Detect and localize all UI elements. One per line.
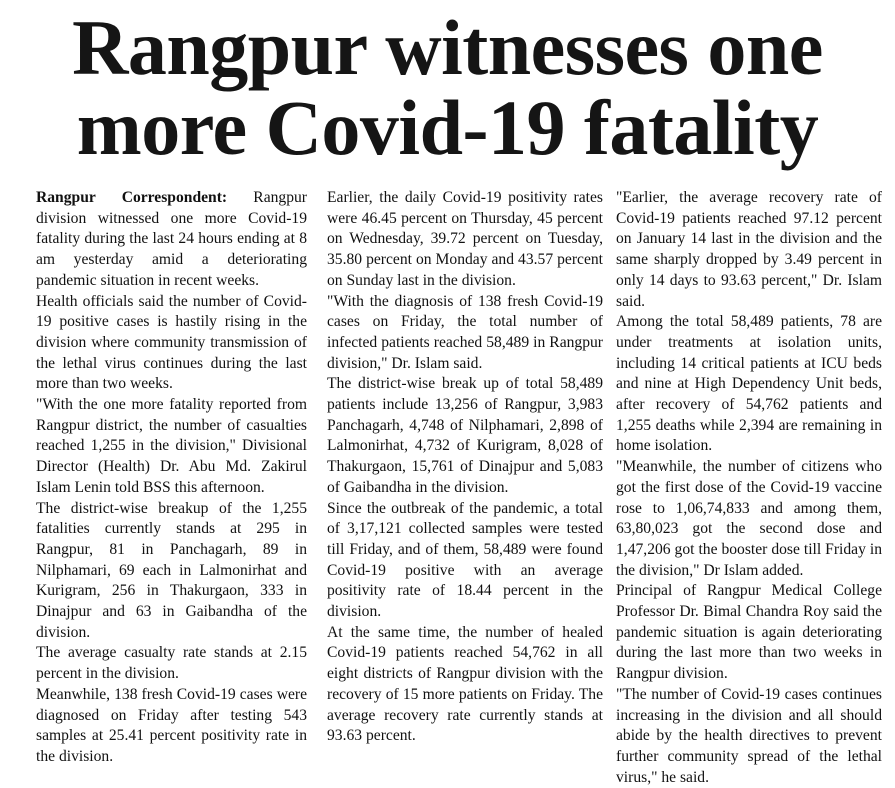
headline-line-1: Rangpur witnesses one [72,4,823,91]
paragraph: Health officials said the number of Covid-19 positive cases is hastily rising in the division where community transmission of the lethal virus continues during the last more than two weeks. [36,292,307,393]
paragraph: "With the diagnosis of 138 fresh Covid-19 cases on Friday, the total number of infected patients reached 58,489 in Rangpur division," Dr. Islam said. [327,292,603,372]
paragraph: Meanwhile, 138 fresh Covid-19 cases were diagnosed on Friday after testing 543 samples at 25.41 percent positivity rate in the division. [36,685,307,765]
paragraph: The district-wise breakup of the 1,255 fatalities currently stands at 295 in Rangpur, 81 in Panchagarh, 89 in Nilphamari, 69 each in Lalmonirhat and Kurigram, 256 in Thakurgaon, 333 in Dinajpur and 63 in Gaibandha of the division. [36,499,307,641]
headline [0,4,895,171]
paragraph: "Earlier, the average recovery rate of Covid-19 patients reached 97.12 percent on January 14 last in the division and the same sharply dropped by 3.49 percent in only 14 days to 93.63 percent," Dr. Islam said. [616,189,882,310]
paragraph: Principal of Rangpur Medical College Professor Dr. Bimal Chandra Roy said the pandemic situation is again deteriorating during the last more than two weeks in Rangpur division. [616,582,882,683]
paragraph: Since the outbreak of the pandemic, a total of 3,17,121 collected samples were tested till Friday, and of them, 58,489 were found Covid-19 positive with an average positivity rate of 18.44 percent in the division. [327,499,603,621]
column-3 [616,188,882,786]
byline: Rangpur Correspondent: [36,189,228,206]
column-1 [36,188,307,765]
paragraph [36,188,307,292]
paragraph: "With the one more fatality reported from Rangpur district, the number of casualties reached 1,255 in the division," Divisional Director (Health) Dr. Abu Md. Zakirul Islam Lenin told BSS this afternoon. [36,396,307,496]
paragraph: "The number of Covid-19 cases continues increasing in the division and all should abide by the health directives to prevent further community spread of the lethal virus," he said. [616,685,882,786]
column-2 [327,188,603,745]
headline-line-2: more Covid-19 fatality [76,84,819,171]
paragraph: Earlier, the daily Covid-19 positivity rates were 46.45 percent on Thursday, 45 percent on Wednesday, 39.72 percent on Tuesday, 35.80 percent on Monday and 43.57 percent on Sunday last in the division. [327,189,603,289]
paragraph: Among the total 58,489 patients, 78 are under treatments at isolation units, including 14 critical patients at ICU beds and nine at High Dependency Unit beds, after recovery of 54,762 patients and 1,255 deaths while 2,394 are remaining in home isolation. [616,313,882,455]
paragraph: "Meanwhile, the number of citizens who got the first dose of the Covid-19 vaccine rose to 1,06,74,833 and among them, 63,80,023 got the second dose and 1,47,206 got the booster dose till Friday in the division," Dr Islam added. [616,458,882,579]
paragraph-text: Rangpur division witnessed one more Covid-19 fatality during the last 24 hours ending at 8 am yesterday amid a deteriorating pandemic situation in recent weeks. [36,189,307,289]
paragraph: The average casualty rate stands at 2.15 percent in the division. [36,644,307,683]
paragraph: At the same time, the number of healed Covid-19 patients reached 54,762 in all eight districts of Rangpur division with the recovery of 15 more patients on Friday. The average recovery rate currently stands at 93.63 percent. [327,623,603,745]
paragraph: The district-wise break up of total 58,489 patients include 13,256 of Rangpur, 3,983 Panchagarh, 4,748 of Nilphamari, 2,898 of Lalmonirhat, 4,732 of Kurigram, 8,028 of Thakurgaon, 15,761 of Dinajpur and 5,083 of Gaibandha in the division. [327,375,603,496]
article-body [36,188,882,786]
